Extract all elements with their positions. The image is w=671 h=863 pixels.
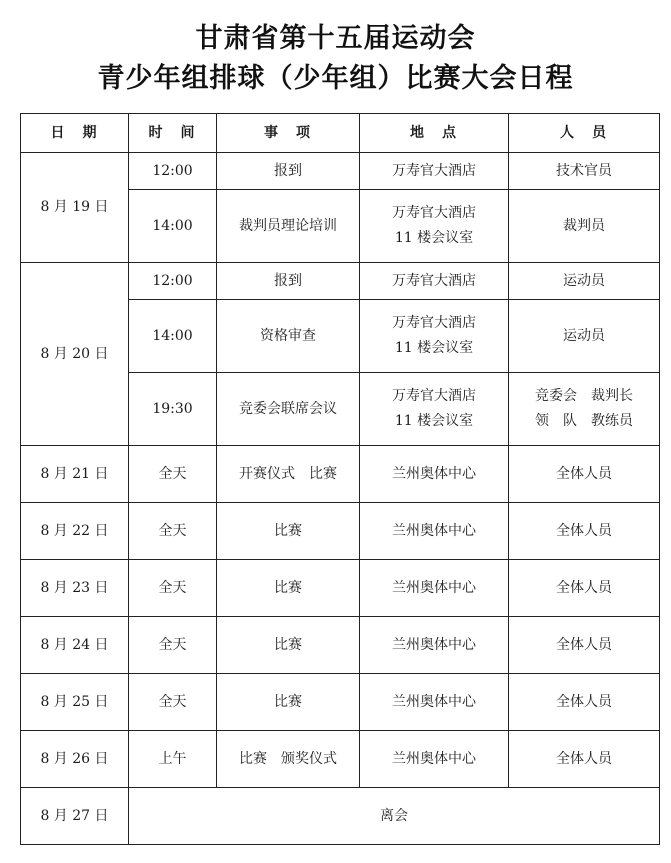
place-line-2: 11 楼会议室 — [394, 230, 474, 246]
place-line-2: 11 楼会议室 — [394, 340, 474, 356]
date-cell: 8 月 22 日 — [21, 503, 129, 560]
header-people: 人 员 — [509, 114, 660, 153]
people-cell: 裁判员 — [509, 190, 660, 263]
date-cell: 8 月 25 日 — [21, 674, 129, 731]
event-cell-merged: 离会 — [129, 788, 660, 845]
time-cell: 全天 — [129, 503, 217, 560]
place-cell — [360, 300, 509, 373]
header-time: 时 间 — [129, 114, 217, 153]
table-row — [21, 731, 660, 788]
people-cell: 运动员 — [509, 300, 660, 373]
time-cell: 上午 — [129, 731, 217, 788]
event-cell: 开赛仪式 比赛 — [217, 446, 360, 503]
place-cell: 万寿官大酒店 — [360, 263, 509, 300]
people-line-1: 竞委会 裁判长 — [535, 388, 633, 404]
people-cell: 全体人员 — [509, 617, 660, 674]
time-cell: 19:30 — [129, 373, 217, 446]
time-cell: 12:00 — [129, 263, 217, 300]
event-cell: 比赛 — [217, 560, 360, 617]
date-cell: 8 月 19 日 — [21, 153, 129, 263]
title-line-2: 青少年组排球（少年组）比赛大会日程 — [97, 63, 574, 94]
header-date: 日 期 — [21, 114, 129, 153]
date-cell: 8 月 20 日 — [21, 263, 129, 446]
date-cell: 8 月 26 日 — [21, 731, 129, 788]
place-line-1: 万寿官大酒店 — [392, 315, 476, 331]
table-row — [21, 560, 660, 617]
place-line-1: 万寿官大酒店 — [392, 388, 476, 404]
title-line-1: 甘肃省第十五届运动会 — [195, 23, 476, 54]
place-line-1: 万寿官大酒店 — [392, 205, 476, 221]
people-cell: 全体人员 — [509, 731, 660, 788]
time-cell: 全天 — [129, 617, 217, 674]
people-cell: 全体人员 — [509, 674, 660, 731]
schedule-table — [20, 113, 660, 845]
event-cell: 报到 — [217, 263, 360, 300]
table-row — [21, 263, 660, 300]
table-row — [21, 446, 660, 503]
time-cell: 14:00 — [129, 190, 217, 263]
date-cell: 8 月 24 日 — [21, 617, 129, 674]
header-place: 地 点 — [360, 114, 509, 153]
people-cell: 全体人员 — [509, 503, 660, 560]
table-row — [21, 503, 660, 560]
place-cell: 兰州奥体中心 — [360, 731, 509, 788]
people-cell: 全体人员 — [509, 560, 660, 617]
people-cell: 全体人员 — [509, 446, 660, 503]
place-line-2: 11 楼会议室 — [394, 413, 474, 429]
place-cell: 兰州奥体中心 — [360, 617, 509, 674]
place-cell: 兰州奥体中心 — [360, 503, 509, 560]
event-cell: 裁判员理论培训 — [217, 190, 360, 263]
header-event: 事 项 — [217, 114, 360, 153]
event-cell: 资格审查 — [217, 300, 360, 373]
date-cell: 8 月 21 日 — [21, 446, 129, 503]
people-cell: 技术官员 — [509, 153, 660, 190]
table-row — [21, 153, 660, 190]
place-cell: 兰州奥体中心 — [360, 446, 509, 503]
time-cell: 全天 — [129, 446, 217, 503]
people-cell — [509, 373, 660, 446]
event-cell: 比赛 — [217, 674, 360, 731]
table-row — [21, 788, 660, 845]
date-cell: 8 月 23 日 — [21, 560, 129, 617]
event-cell: 比赛 颁奖仪式 — [217, 731, 360, 788]
people-line-2: 领 队 教练员 — [535, 413, 633, 429]
event-cell: 报到 — [217, 153, 360, 190]
place-cell — [360, 373, 509, 446]
place-cell: 兰州奥体中心 — [360, 560, 509, 617]
place-cell — [360, 190, 509, 263]
people-cell: 运动员 — [509, 263, 660, 300]
table-row — [21, 617, 660, 674]
place-cell: 兰州奥体中心 — [360, 674, 509, 731]
place-cell: 万寿官大酒店 — [360, 153, 509, 190]
date-cell: 8 月 27 日 — [21, 788, 129, 845]
time-cell: 全天 — [129, 674, 217, 731]
event-cell: 竞委会联席会议 — [217, 373, 360, 446]
header-row — [21, 114, 660, 153]
table-row — [21, 674, 660, 731]
event-cell: 比赛 — [217, 617, 360, 674]
time-cell: 12:00 — [129, 153, 217, 190]
time-cell: 全天 — [129, 560, 217, 617]
time-cell: 14:00 — [129, 300, 217, 373]
event-cell: 比赛 — [217, 503, 360, 560]
